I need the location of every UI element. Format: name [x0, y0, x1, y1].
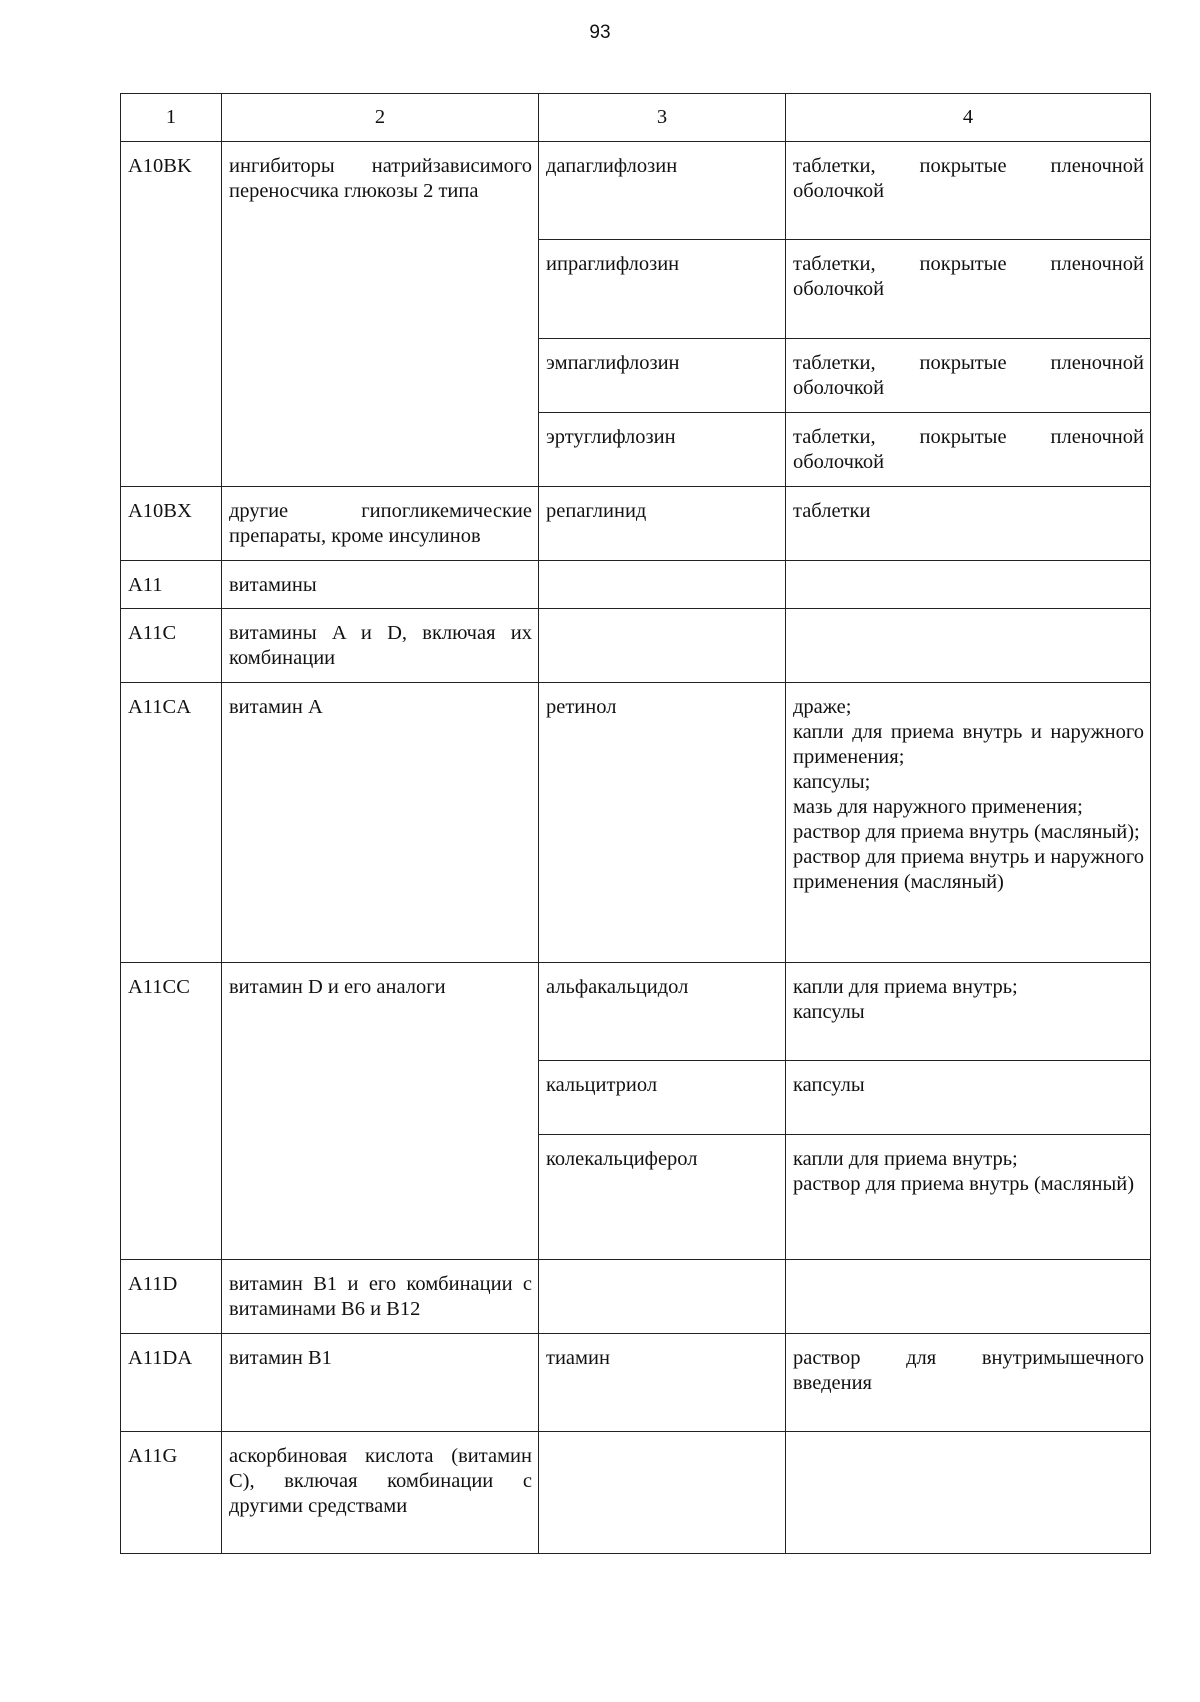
dosage-form-cell: [786, 683, 1151, 963]
group-name-cell: аскорбиновая кислота (витамин C), включая комбинации с другими средствами: [222, 1432, 539, 1554]
table-row: [121, 1260, 1151, 1334]
dosage-form-line: раствор для приема внутрь (масляный);: [793, 821, 1140, 843]
dosage-form-line: мазь для наружного применения;: [793, 796, 1083, 818]
header-cell: 3: [539, 94, 786, 142]
atc-code-cell: A11D: [121, 1260, 222, 1334]
atc-code-cell: A11CA: [121, 683, 222, 963]
group-name-cell: витамины: [222, 561, 539, 609]
group-name-cell: ингибиторы натрийзависимого переносчика глюкозы 2 типа: [222, 142, 539, 487]
drug-name-cell: альфакальцидол: [539, 963, 786, 1061]
table-row: [121, 142, 1151, 240]
dosage-form-line: таблетки, покрытые пленочной оболочкой: [793, 253, 1144, 300]
dosage-form-cell: [786, 1432, 1151, 1554]
dosage-form-cell: [786, 1260, 1151, 1334]
dosage-form-cell: [786, 1334, 1151, 1432]
group-name-cell: витамины A и D, включая их комбинации: [222, 609, 539, 683]
dosage-form-line: капли для приема внутрь и наружного применения;: [793, 721, 1144, 768]
atc-code-cell: A10BK: [121, 142, 222, 487]
table-row: [121, 487, 1151, 561]
drug-table: [120, 93, 1151, 1554]
drug-name-cell: тиамин: [539, 1334, 786, 1432]
dosage-form-line: таблетки: [793, 500, 871, 522]
drug-name-cell: эртуглифлозин: [539, 413, 786, 487]
dosage-form-line: таблетки, покрытые пленочной оболочкой: [793, 352, 1144, 399]
atc-code-cell: A11DA: [121, 1334, 222, 1432]
dosage-form-line: таблетки, покрытые пленочной оболочкой: [793, 426, 1144, 473]
group-name-cell: витамин D и его аналоги: [222, 963, 539, 1260]
table-row: [121, 963, 1151, 1061]
group-name-cell: витамин B1: [222, 1334, 539, 1432]
dosage-form-cell: [786, 487, 1151, 561]
atc-code-cell: A11CC: [121, 963, 222, 1260]
table-row: [121, 1334, 1151, 1432]
drug-name-cell: колекальциферол: [539, 1135, 786, 1260]
drug-name-cell: [539, 609, 786, 683]
atc-code-cell: A10BX: [121, 487, 222, 561]
dosage-form-cell: [786, 1135, 1151, 1260]
dosage-form-line: капли для приема внутрь;: [793, 976, 1018, 998]
dosage-form-line: таблетки, покрытые пленочной оболочкой: [793, 155, 1144, 202]
dosage-form-cell: [786, 561, 1151, 609]
dosage-form-cell: [786, 609, 1151, 683]
dosage-form-cell: [786, 1061, 1151, 1135]
header-cell: 4: [786, 94, 1151, 142]
table-header-row: [121, 94, 1151, 142]
dosage-form-cell: [786, 142, 1151, 240]
drug-name-cell: ретинол: [539, 683, 786, 963]
table-row: [121, 609, 1151, 683]
group-name-cell: другие гипогликемические препараты, кроме инсулинов: [222, 487, 539, 561]
header-cell: 2: [222, 94, 539, 142]
dosage-form-cell: [786, 413, 1151, 487]
atc-code-cell: A11G: [121, 1432, 222, 1554]
drug-name-cell: ипраглифлозин: [539, 240, 786, 339]
header-cell: 1: [121, 94, 222, 142]
atc-code-cell: A11: [121, 561, 222, 609]
drug-name-cell: репаглинид: [539, 487, 786, 561]
drug-name-cell: эмпаглифлозин: [539, 339, 786, 413]
table-row: [121, 561, 1151, 609]
dosage-form-line: капли для приема внутрь;: [793, 1148, 1018, 1170]
drug-name-cell: [539, 1432, 786, 1554]
dosage-form-line: раствор для приема внутрь и наружного применения (масляный): [793, 846, 1144, 893]
drug-name-cell: [539, 1260, 786, 1334]
dosage-form-line: раствор для приема внутрь (масляный): [793, 1173, 1135, 1195]
dosage-form-cell: [786, 339, 1151, 413]
page-number: 93: [589, 22, 611, 43]
dosage-form-cell: [786, 963, 1151, 1061]
dosage-form-line: капсулы: [793, 1074, 865, 1096]
drug-name-cell: [539, 561, 786, 609]
table-row: [121, 1432, 1151, 1554]
dosage-form-line: капсулы;: [793, 771, 871, 793]
dosage-form-line: капсулы: [793, 1001, 865, 1023]
dosage-form-line: раствор для внутримышечного введения: [793, 1347, 1144, 1394]
dosage-form-line: драже;: [793, 696, 852, 718]
group-name-cell: витамин B1 и его комбинации с витаминами B6 и B12: [222, 1260, 539, 1334]
table-row: [121, 683, 1151, 963]
atc-code-cell: A11C: [121, 609, 222, 683]
drug-name-cell: кальцитриол: [539, 1061, 786, 1135]
group-name-cell: витамин A: [222, 683, 539, 963]
dosage-form-cell: [786, 240, 1151, 339]
drug-name-cell: дапаглифлозин: [539, 142, 786, 240]
